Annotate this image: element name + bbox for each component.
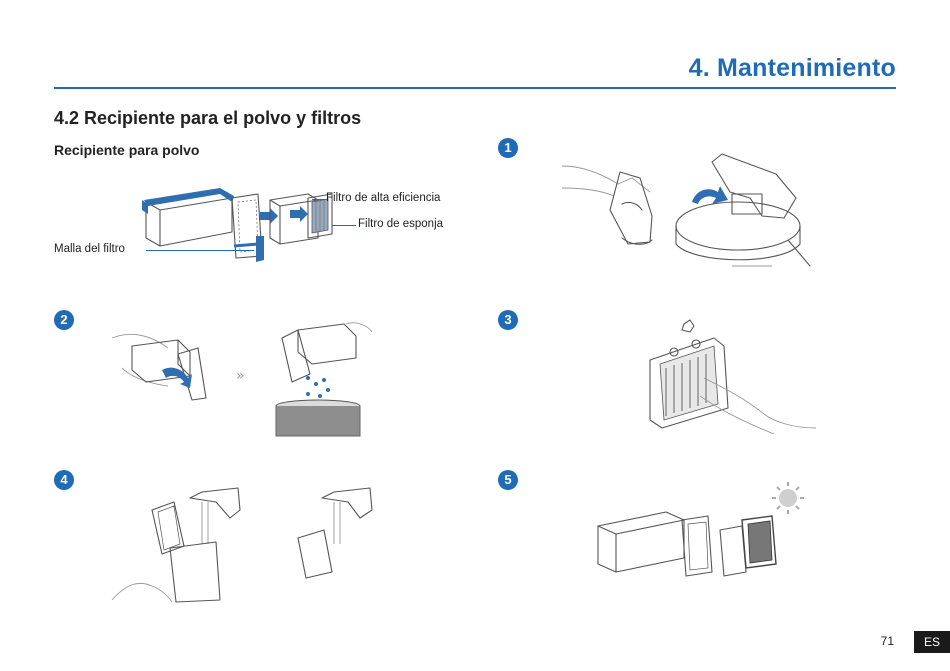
leader-line-sponge (332, 225, 356, 226)
label-sponge-filter: Filtro de esponja (358, 218, 444, 230)
chapter-title: 4. Mantenimiento (688, 54, 896, 82)
step-4-illustration (112, 484, 372, 604)
step-2-illustration (112, 318, 372, 438)
label-filter-mesh: Malla del filtro (54, 243, 125, 255)
subsection-title: Recipiente para polvo (54, 142, 200, 158)
leader-line-hepa (312, 199, 326, 200)
step-1-illustration (562, 148, 812, 278)
leader-line-mesh (146, 250, 254, 251)
section-title: 4.2 Recipiente para el polvo y filtros (54, 108, 362, 128)
step-5-illustration (596, 480, 816, 580)
step-5-badge: 5 (498, 470, 518, 490)
dust-bin-exploded-illustration (140, 180, 340, 270)
step-2-badge: 2 (54, 310, 74, 330)
language-tab: ES (914, 631, 950, 653)
step-4-badge: 4 (54, 470, 74, 490)
page-number: 71 (880, 634, 894, 648)
header-rule (54, 87, 896, 89)
step-1-badge: 1 (498, 138, 518, 158)
step-3-illustration (644, 318, 824, 438)
step-3-badge: 3 (498, 310, 518, 330)
label-hepa-filter: Filtro de alta eficiencia (326, 192, 441, 204)
svg-text:»: » (236, 368, 245, 384)
